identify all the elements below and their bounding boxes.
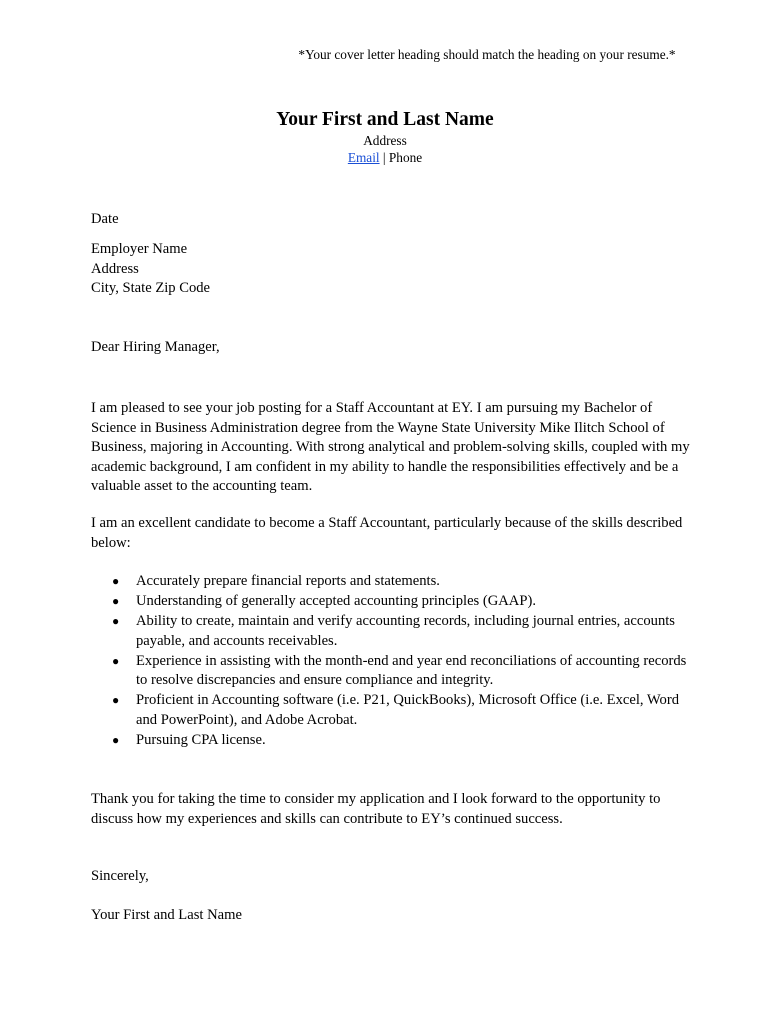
date-block [91, 210, 691, 230]
contact-separator: | [379, 150, 389, 165]
employer-block [91, 240, 691, 299]
employer-address: Address [91, 260, 139, 277]
closing-paragraph: Thank you for taking the time to consider my application and I look forward to the opportunity to discuss how my experiences and skills can contribute to EY’s continued success. [91, 791, 661, 827]
skill-item [91, 731, 691, 751]
signature-name: Your First and Last Name [91, 907, 242, 923]
skills-intro-block [91, 514, 691, 553]
signature-block [91, 906, 691, 926]
bullet-icon: ● [112, 614, 120, 628]
bullet-icon: ● [112, 693, 120, 707]
letter-date: Date [91, 211, 119, 227]
signoff: Sincerely, [91, 868, 149, 884]
email-link[interactable]: Email [347, 150, 380, 165]
skill-item [91, 572, 691, 592]
skill-item [91, 652, 691, 691]
contact-line [0, 149, 770, 166]
skill-text: Experience in assisting with the month-end and year end reconciliations of accounting records to resolve discrepancies and ensure compliance and integrity. [136, 652, 687, 688]
skill-item [91, 691, 691, 730]
intro-paragraph: I am pleased to see your job posting for a Staff Accountant at EY. I am pursuing my Bachelor of Science in Business Administration degree from the Wayne State University Mike Ilitch School of Business, majoring in Accounting. With strong analytical and problem-solving skills, coupled with my academic background, I am confident in my ability to handle the responsibilities effectively and be a valuable asset to the accounting team. [91, 400, 690, 494]
heading-note: *Your cover letter heading should match the heading on your resume.* [298, 47, 676, 62]
skill-text: Proficient in Accounting software (i.e. P21, QuickBooks), Microsoft Office (i.e. Excel, Word and PowerPoint), and Adobe Acrobat. [136, 692, 679, 728]
skill-item [91, 592, 691, 612]
intro-paragraph-block [91, 399, 691, 497]
letter-heading [0, 108, 770, 166]
bullet-icon: ● [112, 574, 120, 588]
skills-list [91, 572, 691, 751]
applicant-address: Address [363, 133, 407, 148]
skills-intro-paragraph: I am an excellent candidate to become a Staff Accountant, particularly because of the skills described below: [91, 515, 683, 551]
bullet-icon: ● [112, 732, 120, 747]
employer-name: Employer Name [91, 241, 188, 257]
skill-text: Accurately prepare financial reports and statements. [136, 573, 440, 589]
signoff-block [91, 867, 691, 887]
applicant-name: Your First and Last Name [276, 109, 494, 130]
applicant-phone: Phone [388, 150, 423, 165]
skill-item [91, 612, 691, 651]
bullet-icon: ● [112, 594, 120, 608]
skill-text: Ability to create, maintain and verify accounting records, including journal entries, accounts payable, and accounts receivables. [136, 613, 675, 649]
employer-city-state-zip: City, State Zip Code [91, 280, 211, 296]
bullet-icon: ● [112, 653, 120, 668]
closing-paragraph-block [91, 790, 691, 829]
skill-text: Understanding of generally accepted accounting principles (GAAP). [136, 593, 536, 609]
skill-text: Pursuing CPA license. [136, 731, 266, 748]
salutation: Dear Hiring Manager, [91, 339, 220, 355]
salutation-block [91, 338, 691, 358]
